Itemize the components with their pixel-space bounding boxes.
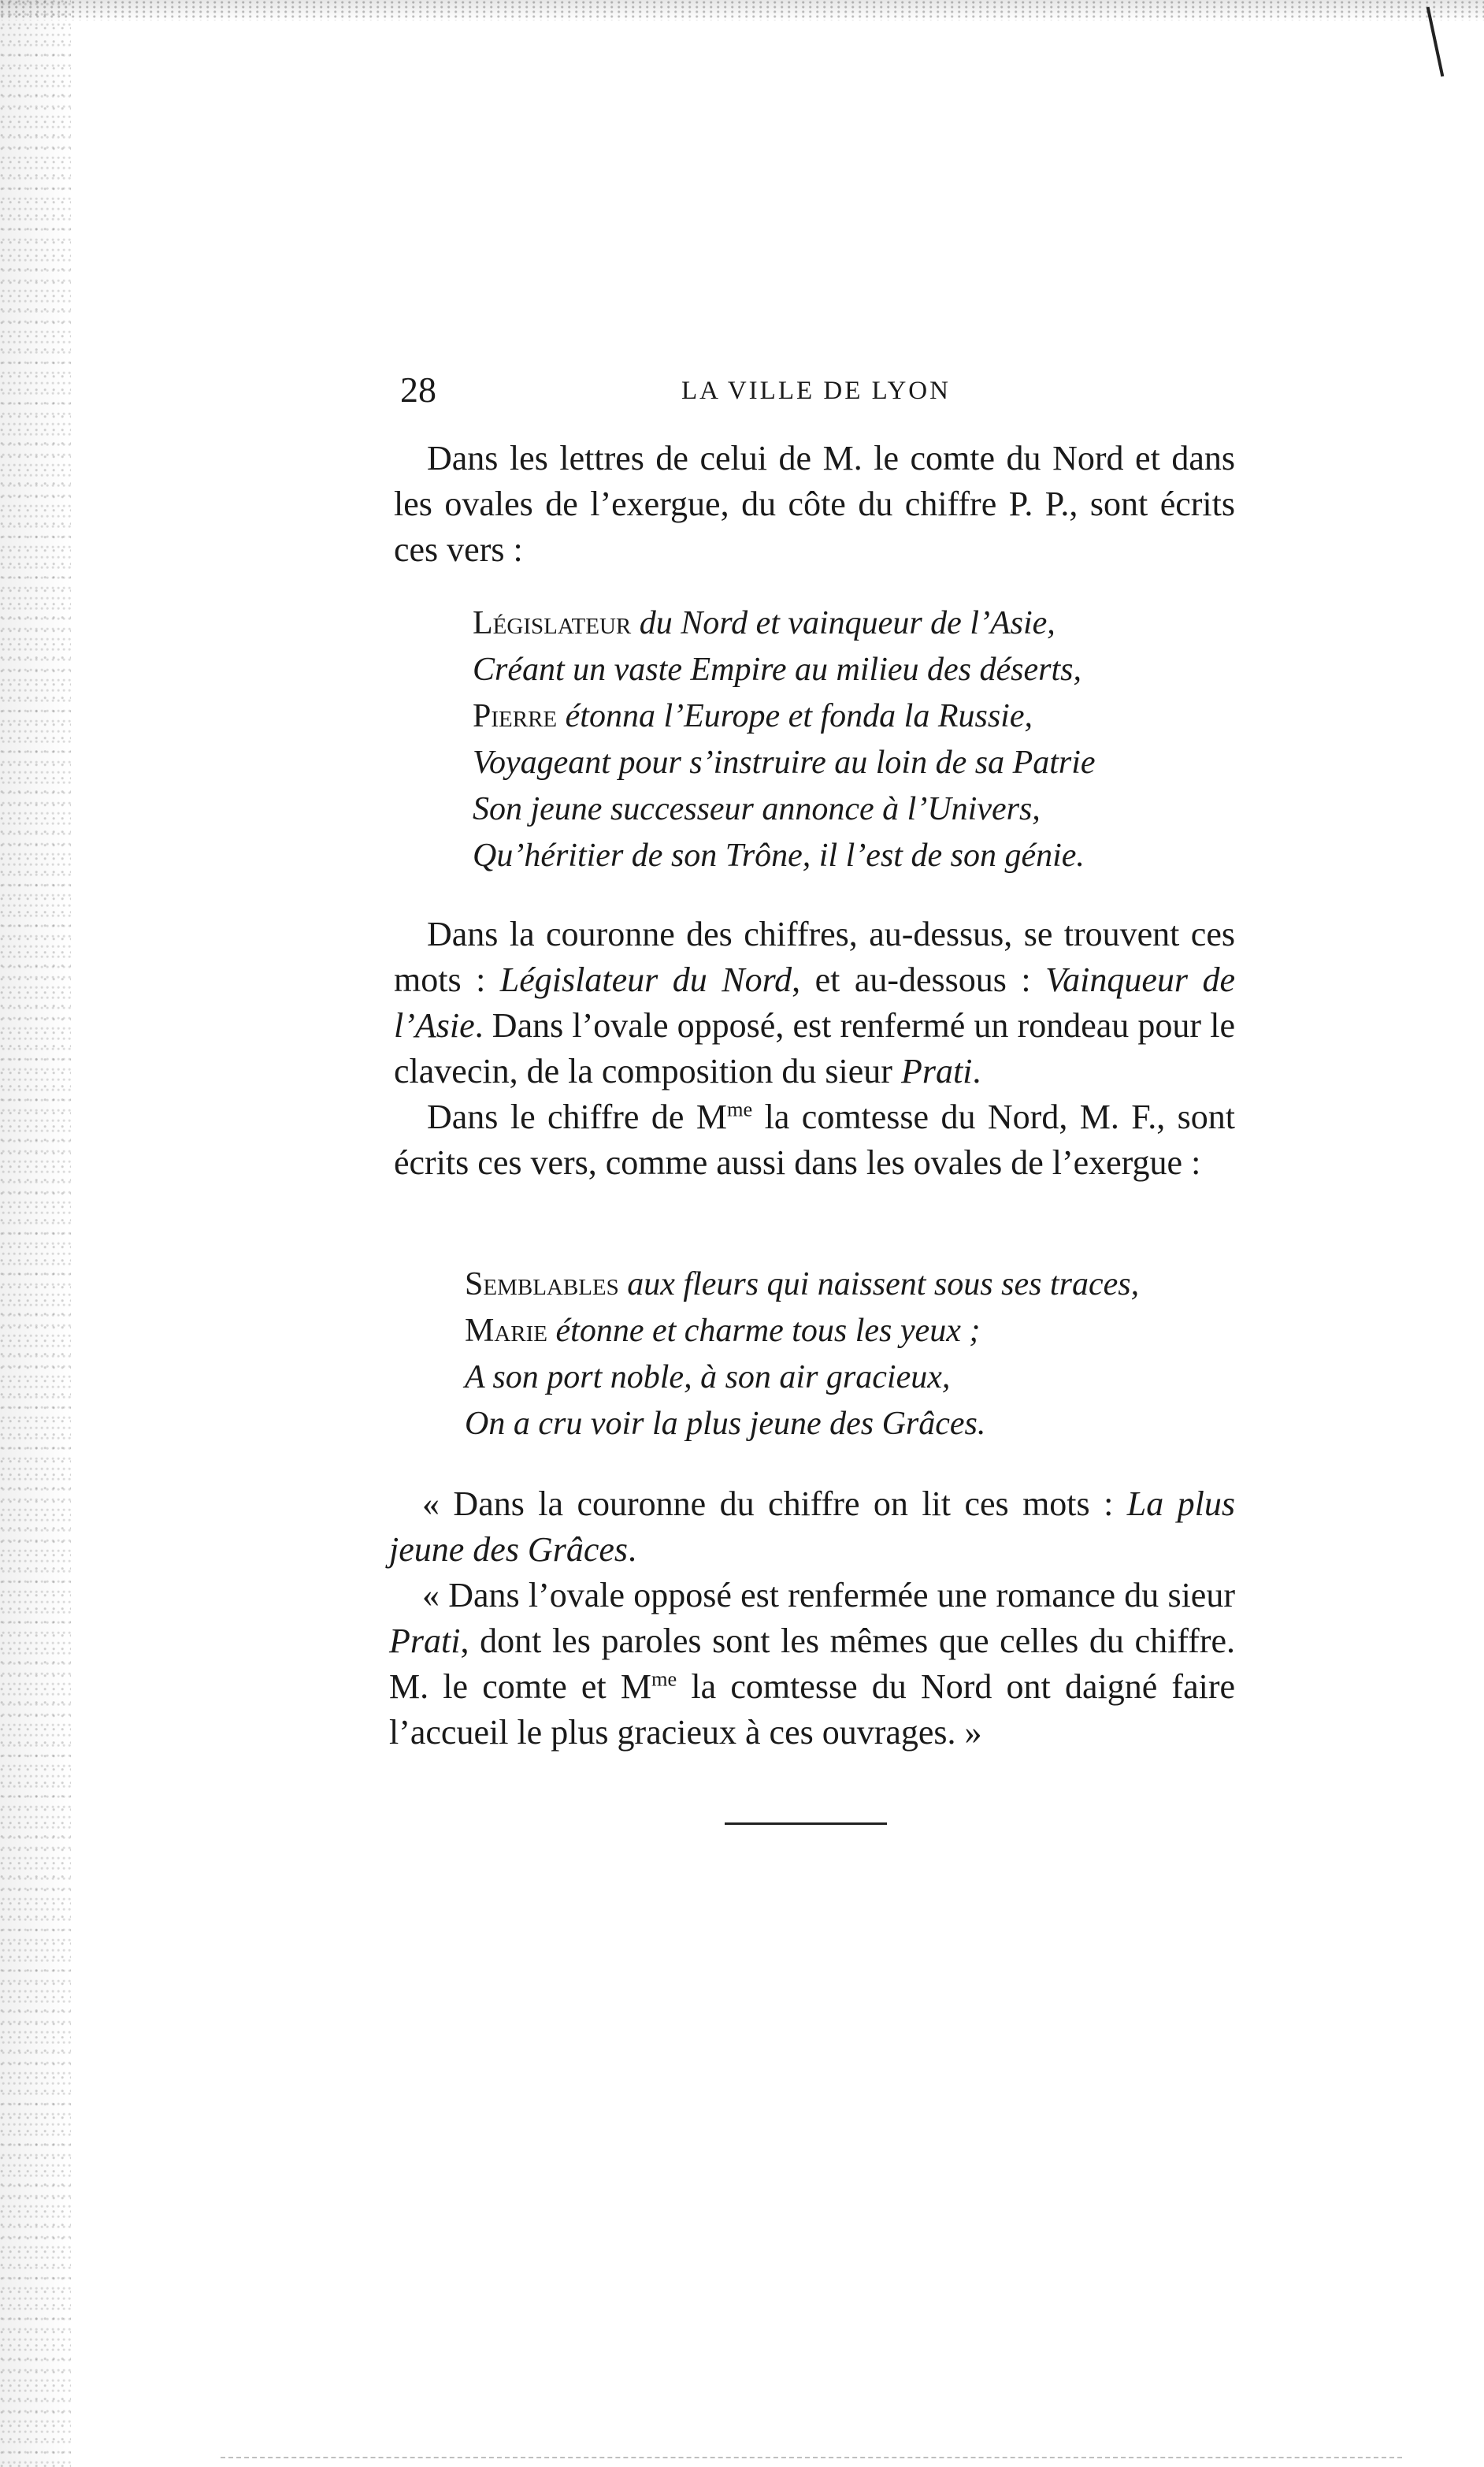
- verse-2-line-2-rest: étonne et charme tous les yeux ;: [547, 1313, 981, 1349]
- scan-edge-bottom: [221, 2457, 1402, 2461]
- verse-1-line-3-rest: étonna l’Europe et fonda la Russie,: [557, 698, 1033, 734]
- verse-1-line-4: Voyageant pour s’instruire au loin de sa Patrie: [473, 745, 1096, 781]
- verse-2: [465, 1261, 1139, 1447]
- paragraph-2-text: [394, 912, 1235, 1094]
- paragraph-3-text: [394, 1094, 1235, 1186]
- paragraph-5-part-1: « Dans l’ovale opposé est renfermée une romance du sieur: [422, 1576, 1235, 1614]
- verse-2-line-3: A son port noble, à son air gracieux,: [465, 1359, 951, 1395]
- paragraph-2-part-4: .: [972, 1052, 981, 1090]
- paragraph-4-italic-1: La plus jeune des Grâces: [389, 1484, 1235, 1569]
- paragraph-3-part-2: la comtesse du Nord, M. F., sont écrits ces vers, comme aussi dans les ovales de l’exergue :: [394, 1098, 1235, 1182]
- paragraph-5-text: [389, 1573, 1235, 1756]
- paragraph-5-italic-1: Prati: [389, 1622, 461, 1660]
- verse-2-line-1-rest: aux fleurs qui naissent sous ses traces,: [618, 1266, 1140, 1302]
- verse-1-line-1-smallcaps: Législateur: [473, 605, 632, 641]
- paragraph-3-part-1: Dans le chiffre de M: [427, 1098, 727, 1136]
- verse-2-line-4: On a cru voir la plus jeune des Grâces.: [465, 1406, 986, 1442]
- paragraph-4: [389, 1481, 1235, 1756]
- paragraph-2-italic-3: Prati: [900, 1052, 973, 1090]
- paragraph-2-part-2: , et au-dessous :: [792, 960, 1046, 999]
- paragraph-2-italic-2: Vainqueur de l’Asie: [394, 960, 1236, 1045]
- scan-edge-top: [0, 0, 1484, 20]
- page-number: 28: [400, 370, 436, 410]
- paragraph-5-part-3: la comtesse du Nord ont daigné faire l’accueil le plus gracieux à ces ouvrages. »: [389, 1667, 1236, 1752]
- verse-2-line-1: [465, 1261, 1139, 1308]
- paragraph-2: [394, 912, 1235, 1186]
- verse-1-line-2: Créant un vaste Empire au milieu des déserts,: [473, 652, 1082, 688]
- verse-1: [473, 600, 1096, 879]
- verse-1-line-3: [473, 693, 1096, 740]
- page-header: [400, 369, 1232, 416]
- verse-1-line-6: Qu’héritier de son Trône, il l’est de son génie.: [473, 838, 1085, 874]
- running-title: LA VILLE DE LYON: [681, 377, 951, 405]
- paragraph-2-italic-1: Législateur du Nord: [499, 960, 792, 999]
- paragraph-4-text: [389, 1481, 1235, 1573]
- verse-2-line-2-smallcaps: Marie: [465, 1313, 548, 1349]
- verse-2-line-1-smallcaps: Semblables: [465, 1266, 619, 1302]
- verse-1-line-1-rest: du Nord et vainqueur de l’Asie,: [631, 605, 1055, 641]
- verse-1-line-3-smallcaps: Pierre: [473, 698, 558, 734]
- paragraph-2-part-1: Dans la couronne des chiffres, au-dessus, se trouvent ces mots :: [394, 915, 1235, 999]
- paragraph-2-part-3: . Dans l’ovale opposé, est renfermé un rondeau pour le clavecin, de la composition du sieur: [394, 1006, 1235, 1090]
- verse-1-line-1: [473, 600, 1096, 647]
- paragraph-4-part-1: « Dans la couronne du chiffre on lit ces mots :: [422, 1484, 1127, 1523]
- paragraph-1: [394, 436, 1235, 573]
- end-rule: [725, 1822, 887, 1825]
- verse-1-line-5: Son jeune successeur annonce à l’Univers,: [473, 791, 1041, 827]
- verse-2-line-2: [465, 1308, 1139, 1354]
- scan-edge-left: [0, 0, 71, 2467]
- paragraph-3-superscript: me: [726, 1097, 753, 1121]
- paragraph-5-superscript: me: [651, 1666, 677, 1691]
- paragraph-4-part-2: .: [628, 1530, 637, 1569]
- paragraph-5-part-2: , dont les paroles sont les mêmes que celles du chiffre. M. le comte et M: [389, 1622, 1235, 1706]
- paragraph-1-text: Dans les lettres de celui de M. le comte du Nord et dans les ovales de l’exergue, du côte du chiffre P. P., sont écrits ces vers :: [394, 439, 1235, 569]
